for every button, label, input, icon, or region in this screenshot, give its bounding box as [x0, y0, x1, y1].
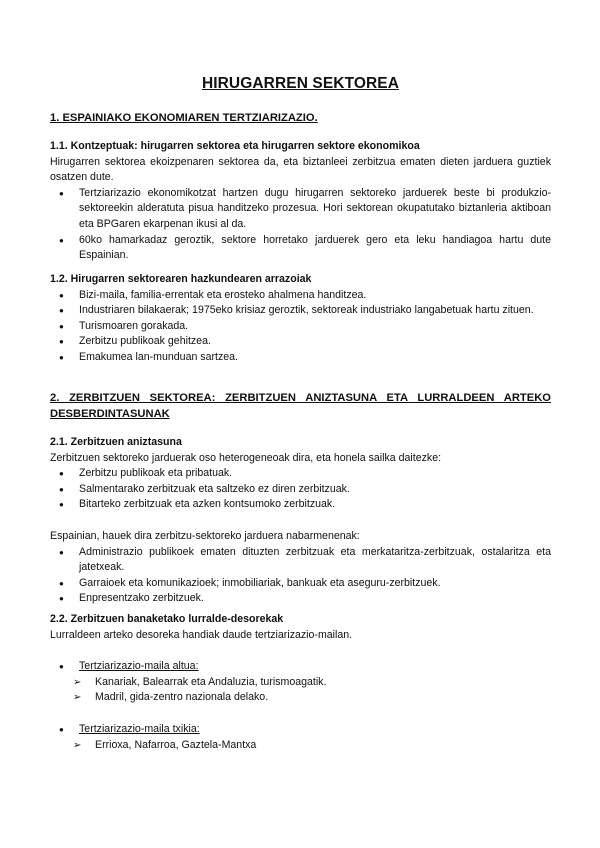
high-tertiarization-list: [50, 659, 551, 675]
list-item: ● Zerbitzu publikoak eta pribatuak.: [50, 466, 551, 482]
section-2-1-list-2: [50, 545, 551, 607]
page-title: HIRUGARREN SEKTOREA: [201, 75, 400, 92]
section-2-1-list: [50, 466, 551, 513]
section-1-1: [50, 139, 551, 264]
section-1-1-intro: Hirugarren sektorea ekoizpenaren sektorea da, eta biztanleei zerbitzua ematen dieten jarduera guztiek osatzen dute.: [50, 155, 551, 184]
list-item: ● Emakumea lan-munduan sartzea.: [50, 350, 551, 366]
list-item: [50, 659, 551, 675]
section-2: [50, 390, 551, 422]
section-1-1-heading: 1.1. Kontzeptuak: hirugarren sektorea eta hirugarren sektore ekonomikoa: [50, 140, 420, 152]
section-2-2-intro: Lurraldeen arteko desoreka handiak daude tertziarizazio-mailan.: [50, 628, 353, 641]
section-1-2-list: [50, 288, 551, 366]
list-item: ● Salmentarako zerbitzuak eta saltzeko ez diren zerbitzuak.: [50, 482, 551, 498]
section-2-1-intro-2: Espainian, hauek dira zerbitzu-sektoreko jarduera nabarmenenak:: [50, 529, 360, 542]
list-item: ● Turismoaren gorakada.: [50, 319, 551, 335]
high-tertiarization-label: Tertziarizazio-maila altua:: [79, 660, 199, 673]
section-1-2: [50, 272, 551, 366]
section-2-heading: 2. ZERBITZUEN SEKTOREA: ZERBITZUEN ANIZTASUNA ETA LURRALDEEN ARTEKO DESBERDINTASUNAK: [50, 392, 551, 420]
list-item: ➢ Madril, gida-zentro nazionala delako.: [50, 690, 551, 706]
section-1: [50, 110, 551, 126]
section-1-heading: 1. ESPAINIAKO EKONOMIAREN TERTZIARIZAZIO.: [50, 112, 318, 124]
list-item: ● Industriaren bilakaerak; 1975eko krisiaz geroztik, sektoreak industriako langabetuak hartu zituen.: [50, 303, 551, 319]
list-item: ➢ Kanariak, Balearrak eta Andaluzia, turismoagatik.: [50, 675, 551, 691]
high-tertiarization-items: [50, 675, 551, 706]
list-item: ● Bizi-maila, familia-errentak eta erosteko ahalmena handitzea.: [50, 288, 551, 304]
list-item: ● 60ko hamarkadaz geroztik, sektore horretako jarduerek gero eta leku handiagoa hartu dute Espainian.: [50, 233, 551, 264]
section-2-2: [50, 612, 551, 753]
low-tertiarization-list: [50, 722, 551, 738]
list-item: [50, 722, 551, 738]
section-2-1-heading: 2.1. Zerbitzuen aniztasuna: [50, 436, 182, 448]
list-item: ● Zerbitzu publikoak gehitzea.: [50, 334, 551, 350]
list-item: ● Administrazio publikoek ematen dituzten zerbitzuak eta merkataritza-zerbitzuak, ostalaritza eta jatetxeak.: [50, 545, 551, 576]
list-item: ➢ Errioxa, Nafarroa, Gaztela-Mantxa: [50, 738, 551, 754]
low-tertiarization-label: Tertziarizazio-maila txikia:: [79, 722, 200, 735]
list-item: ● Tertziarizazio ekonomikotzat hartzen dugu hirugarren sektoreko jarduerek beste bi produkzio-sektoreekin alderatuta pisua handitzeko prozesua. Hori sektorean okupatutako biztanleria aktiboan eta BPGaren ekarpenan ikusi al da.: [50, 186, 551, 233]
list-item: ● Bitarteko zerbitzuak eta azken kontsumoko zerbitzuak.: [50, 497, 551, 513]
section-2-1-intro: Zerbitzuen sektoreko jarduerak oso heterogeneoak dira, eta honela sailka daitezke:: [50, 451, 442, 464]
section-2-1: [50, 435, 551, 607]
section-2-2-heading: 2.2. Zerbitzuen banaketako lurralde-desorekak: [50, 613, 284, 625]
low-tertiarization-items: [50, 738, 551, 754]
list-item: ● Enpresentzako zerbitzuek.: [50, 591, 551, 607]
section-1-2-heading: 1.2. Hirugarren sektorearen hazkundearen arrazoiak: [50, 273, 312, 285]
section-1-1-list: [50, 186, 551, 264]
list-item: ● Garraioek eta komunikazioek; inmobiliariak, bankuak eta aseguru-zerbitzuek.: [50, 576, 551, 592]
